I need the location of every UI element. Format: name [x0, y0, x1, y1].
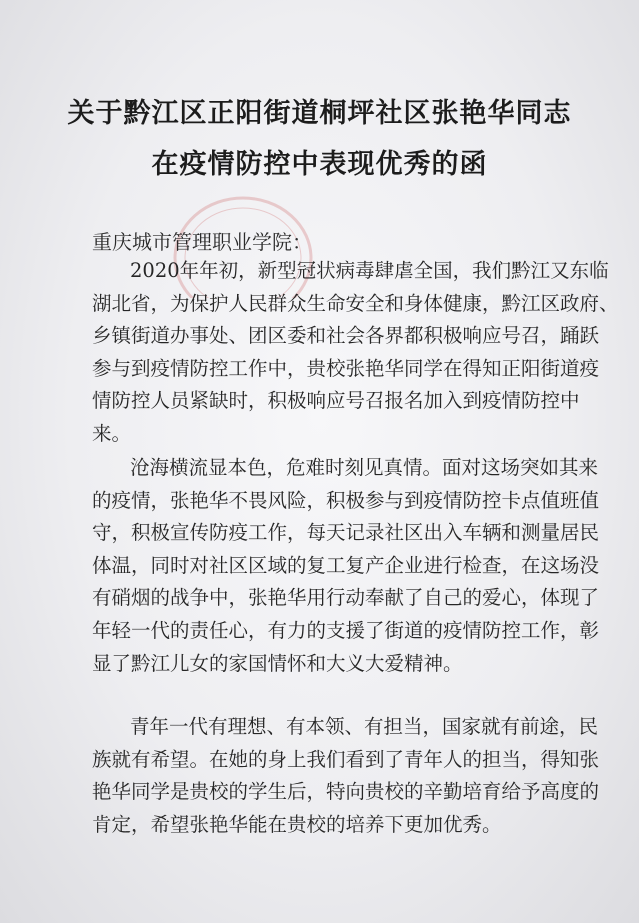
paragraph-line: 体温，同时对社区区域的复工复产企业进行检查，在这场没 — [92, 553, 600, 577]
letter-title-line-1: 关于黔江区正阳街道桐坪社区张艳华同志 — [67, 98, 572, 129]
paragraph-1 — [92, 255, 619, 451]
paragraph-line: 乡镇街道办事处、团区委和社会各界都积极响应号召，踊跃 — [92, 324, 600, 348]
paragraph-line: 艳华同学是贵校的学生后，特向贵校的辛勤培育给予高度的 — [92, 780, 600, 804]
paragraph-line: 族就有希望。在她的身上我们看到了青年人的担当，得知张 — [92, 747, 600, 771]
paragraph-line: 来。 — [92, 421, 132, 445]
paragraph-line: 年轻一代的责任心，有力的支援了街道的疫情防控工作，彰 — [92, 618, 600, 642]
paragraph-line: 青年一代有理想、有本领、有担当，国家就有前途，民 — [130, 715, 599, 738]
paragraph-3 — [92, 711, 600, 841]
letter-title-line-2: 在疫情防控中表现优秀的函 — [151, 149, 488, 180]
paragraph-line: 2020年年初，新型冠状病毒肆虐全国，我们黔江又东临 — [130, 259, 609, 282]
paragraph-line: 参与到疫情防控工作中，贵校张艳华同学在得知正阳街道疫 — [92, 356, 600, 380]
paragraph-line: 守，积极宣传防疫工作，每天记录社区出入车辆和测量居民 — [92, 521, 600, 545]
paragraph-line: 显了黔江儿女的家国情怀和大义大爱精神。 — [92, 651, 463, 675]
paragraph-line: 情防控人员紧缺时，积极响应号召报名加入到疫情防控中 — [92, 389, 580, 413]
paragraph-line: 有硝烟的战争中，张艳华用行动奉献了自己的爱心，体现了 — [92, 586, 600, 610]
salutation: 重庆城市管理职业学院： — [92, 230, 312, 254]
paragraph-line: 沧海横流显本色，危难时刻见真情。面对这场突如其来 — [130, 456, 599, 479]
paragraph-line: 的疫情，张艳华不畏风险，积极参与到疫情防控卡点值班值 — [92, 488, 600, 512]
paragraph-line: 肯定，希望张艳华能在贵校的培养下更加优秀。 — [92, 812, 502, 836]
paragraph-2 — [92, 452, 600, 680]
paragraph-line: 湖北省，为保护人民群众生命安全和身体健康，黔江区政府、 — [92, 291, 619, 315]
